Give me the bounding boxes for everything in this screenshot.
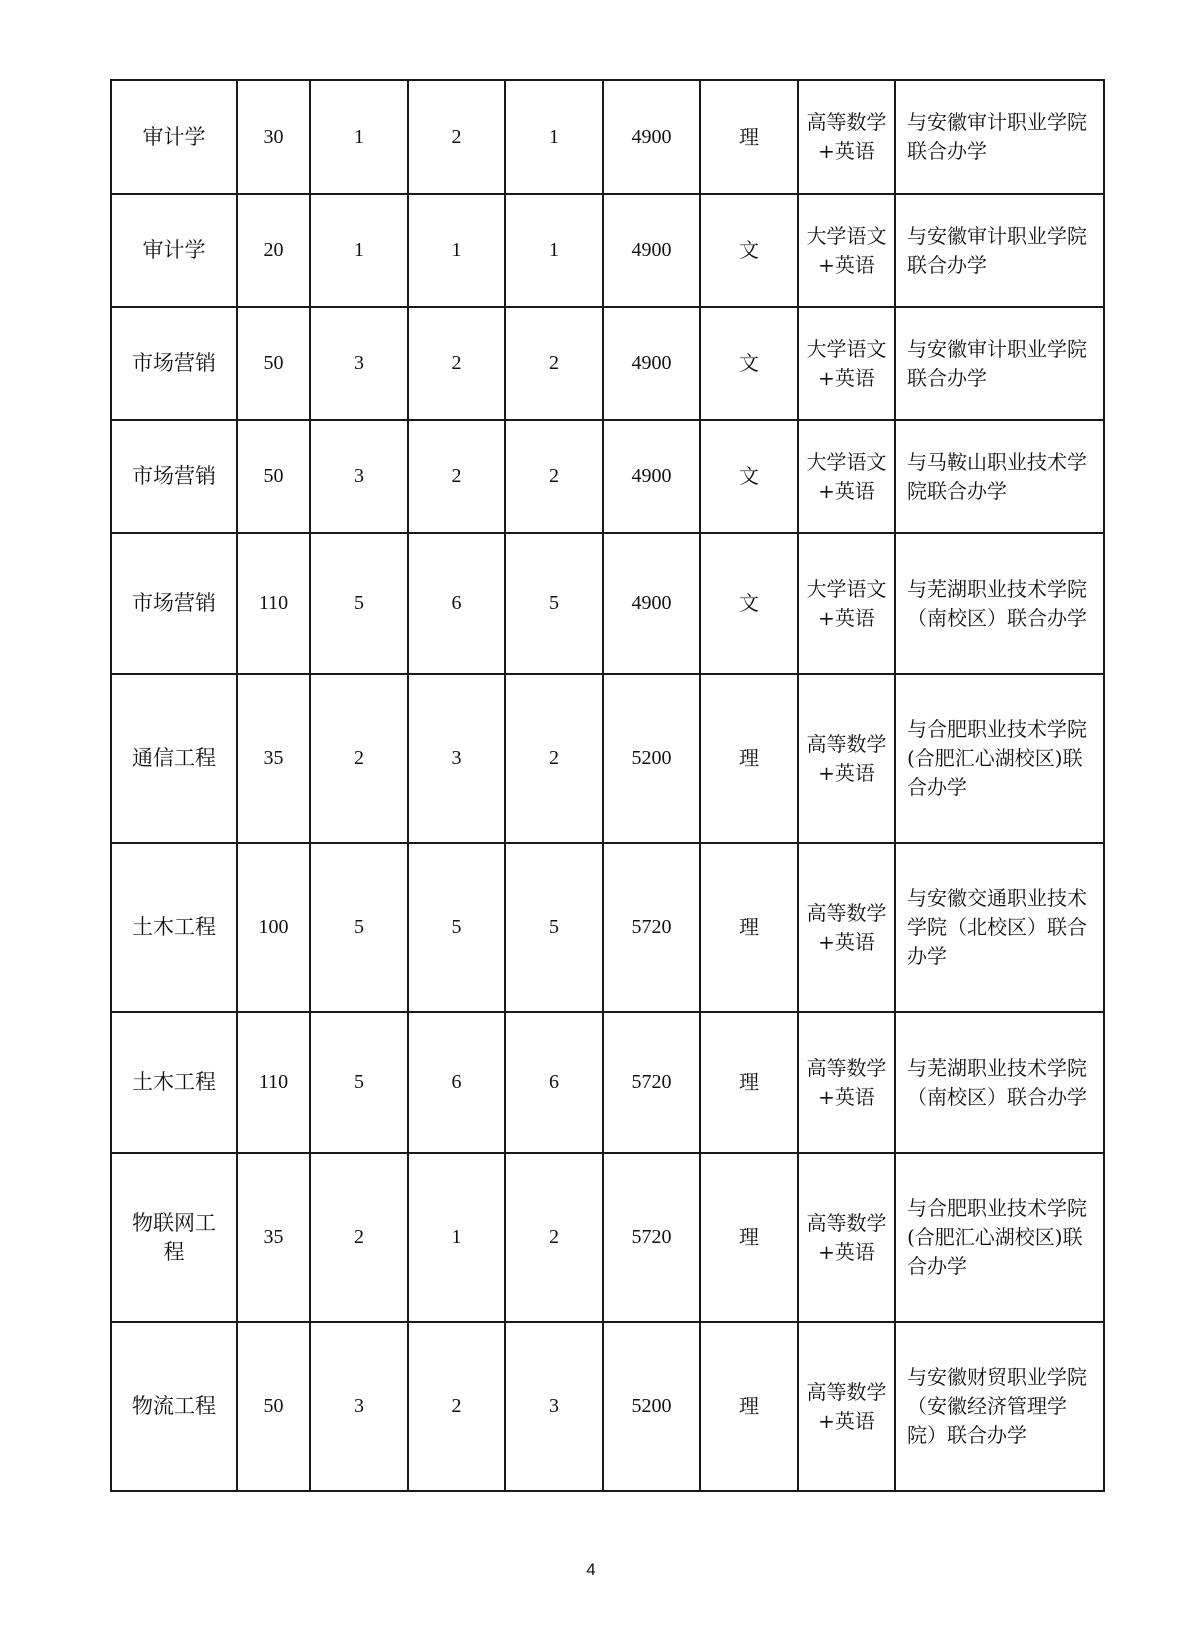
count-cell-1: 5: [310, 533, 408, 674]
count-cell-1: 2: [310, 1153, 408, 1322]
plan-count-cell: 35: [237, 674, 310, 843]
count-cell-1: 3: [310, 307, 408, 420]
remark-cell: 与安徽财贸职业学院（安徽经济管理学院）联合办学: [895, 1322, 1104, 1491]
count-cell-3: 2: [505, 420, 603, 533]
plan-count-cell: 110: [237, 1012, 310, 1153]
exam-subjects-cell: 大学语文+英语: [798, 533, 895, 674]
exam-subjects-cell: 高等数学+英语: [798, 1012, 895, 1153]
tuition-fee-cell: 5720: [603, 1153, 700, 1322]
plan-count-cell: 110: [237, 533, 310, 674]
table-row: [111, 843, 1104, 1012]
table-row: [111, 420, 1104, 533]
count-cell-2: 1: [408, 1153, 505, 1322]
exam-subjects-cell: 高等数学+英语: [798, 843, 895, 1012]
remark-cell: 与芜湖职业技术学院（南校区）联合办学: [895, 1012, 1104, 1153]
subject-category-cell: 理: [700, 1012, 798, 1153]
plan-count-cell: 20: [237, 194, 310, 307]
subject-category-cell: 文: [700, 533, 798, 674]
subject-category-cell: 文: [700, 420, 798, 533]
count-cell-3: 2: [505, 674, 603, 843]
tuition-fee-cell: 5720: [603, 1012, 700, 1153]
count-cell-1: 5: [310, 1012, 408, 1153]
major-cell: 物联网工程: [111, 1153, 237, 1322]
major-cell: 土木工程: [111, 1012, 237, 1153]
remark-cell: 与安徽审计职业学院联合办学: [895, 80, 1104, 194]
subject-category-cell: 理: [700, 80, 798, 194]
tuition-fee-cell: 4900: [603, 307, 700, 420]
major-cell: 物流工程: [111, 1322, 237, 1491]
exam-subjects-cell: 大学语文+英语: [798, 307, 895, 420]
count-cell-3: 2: [505, 1153, 603, 1322]
count-cell-3: 1: [505, 194, 603, 307]
table-row: [111, 1153, 1104, 1322]
count-cell-2: 2: [408, 80, 505, 194]
table-row: [111, 1322, 1104, 1491]
exam-subjects-cell: 高等数学+英语: [798, 1322, 895, 1491]
plan-count-cell: 50: [237, 307, 310, 420]
count-cell-3: 5: [505, 843, 603, 1012]
plan-count-cell: 100: [237, 843, 310, 1012]
enrollment-table: [110, 79, 1105, 1492]
remark-cell: 与合肥职业技术学院(合肥汇心湖校区)联合办学: [895, 674, 1104, 843]
count-cell-3: 6: [505, 1012, 603, 1153]
exam-subjects-cell: 高等数学+英语: [798, 80, 895, 194]
count-cell-2: 2: [408, 1322, 505, 1491]
remark-cell: 与合肥职业技术学院(合肥汇心湖校区)联合办学: [895, 1153, 1104, 1322]
major-cell: 市场营销: [111, 307, 237, 420]
exam-subjects-cell: 高等数学+英语: [798, 1153, 895, 1322]
major-cell: 审计学: [111, 194, 237, 307]
count-cell-3: 5: [505, 533, 603, 674]
plan-count-cell: 50: [237, 1322, 310, 1491]
table-row: [111, 194, 1104, 307]
count-cell-1: 1: [310, 194, 408, 307]
count-cell-3: 3: [505, 1322, 603, 1491]
subject-category-cell: 理: [700, 843, 798, 1012]
count-cell-3: 2: [505, 307, 603, 420]
exam-subjects-cell: 大学语文+英语: [798, 194, 895, 307]
major-cell: 土木工程: [111, 843, 237, 1012]
major-cell: 审计学: [111, 80, 237, 194]
count-cell-2: 3: [408, 674, 505, 843]
count-cell-2: 2: [408, 420, 505, 533]
table-row: [111, 674, 1104, 843]
count-cell-2: 2: [408, 307, 505, 420]
subject-category-cell: 文: [700, 194, 798, 307]
subject-category-cell: 理: [700, 1153, 798, 1322]
table-row: [111, 80, 1104, 194]
plan-count-cell: 50: [237, 420, 310, 533]
count-cell-2: 6: [408, 533, 505, 674]
table-row: [111, 307, 1104, 420]
count-cell-1: 2: [310, 674, 408, 843]
count-cell-2: 6: [408, 1012, 505, 1153]
count-cell-1: 3: [310, 1322, 408, 1491]
tuition-fee-cell: 5720: [603, 843, 700, 1012]
tuition-fee-cell: 4900: [603, 80, 700, 194]
count-cell-1: 3: [310, 420, 408, 533]
exam-subjects-cell: 大学语文+英语: [798, 420, 895, 533]
exam-subjects-cell: 高等数学+英语: [798, 674, 895, 843]
remark-cell: 与安徽审计职业学院联合办学: [895, 194, 1104, 307]
tuition-fee-cell: 5200: [603, 1322, 700, 1491]
major-cell: 通信工程: [111, 674, 237, 843]
count-cell-2: 1: [408, 194, 505, 307]
major-cell: 市场营销: [111, 533, 237, 674]
tuition-fee-cell: 4900: [603, 533, 700, 674]
subject-category-cell: 理: [700, 1322, 798, 1491]
remark-cell: 与安徽审计职业学院联合办学: [895, 307, 1104, 420]
count-cell-2: 5: [408, 843, 505, 1012]
tuition-fee-cell: 4900: [603, 420, 700, 533]
major-cell: 市场营销: [111, 420, 237, 533]
plan-count-cell: 30: [237, 80, 310, 194]
subject-category-cell: 文: [700, 307, 798, 420]
tuition-fee-cell: 4900: [603, 194, 700, 307]
remark-cell: 与安徽交通职业技术学院（北校区）联合办学: [895, 843, 1104, 1012]
remark-cell: 与芜湖职业技术学院（南校区）联合办学: [895, 533, 1104, 674]
plan-count-cell: 35: [237, 1153, 310, 1322]
count-cell-1: 5: [310, 843, 408, 1012]
table-row: [111, 1012, 1104, 1153]
count-cell-1: 1: [310, 80, 408, 194]
subject-category-cell: 理: [700, 674, 798, 843]
page-number: 4: [586, 1560, 596, 1579]
remark-cell: 与马鞍山职业技术学院联合办学: [895, 420, 1104, 533]
table-row: [111, 533, 1104, 674]
count-cell-3: 1: [505, 80, 603, 194]
tuition-fee-cell: 5200: [603, 674, 700, 843]
